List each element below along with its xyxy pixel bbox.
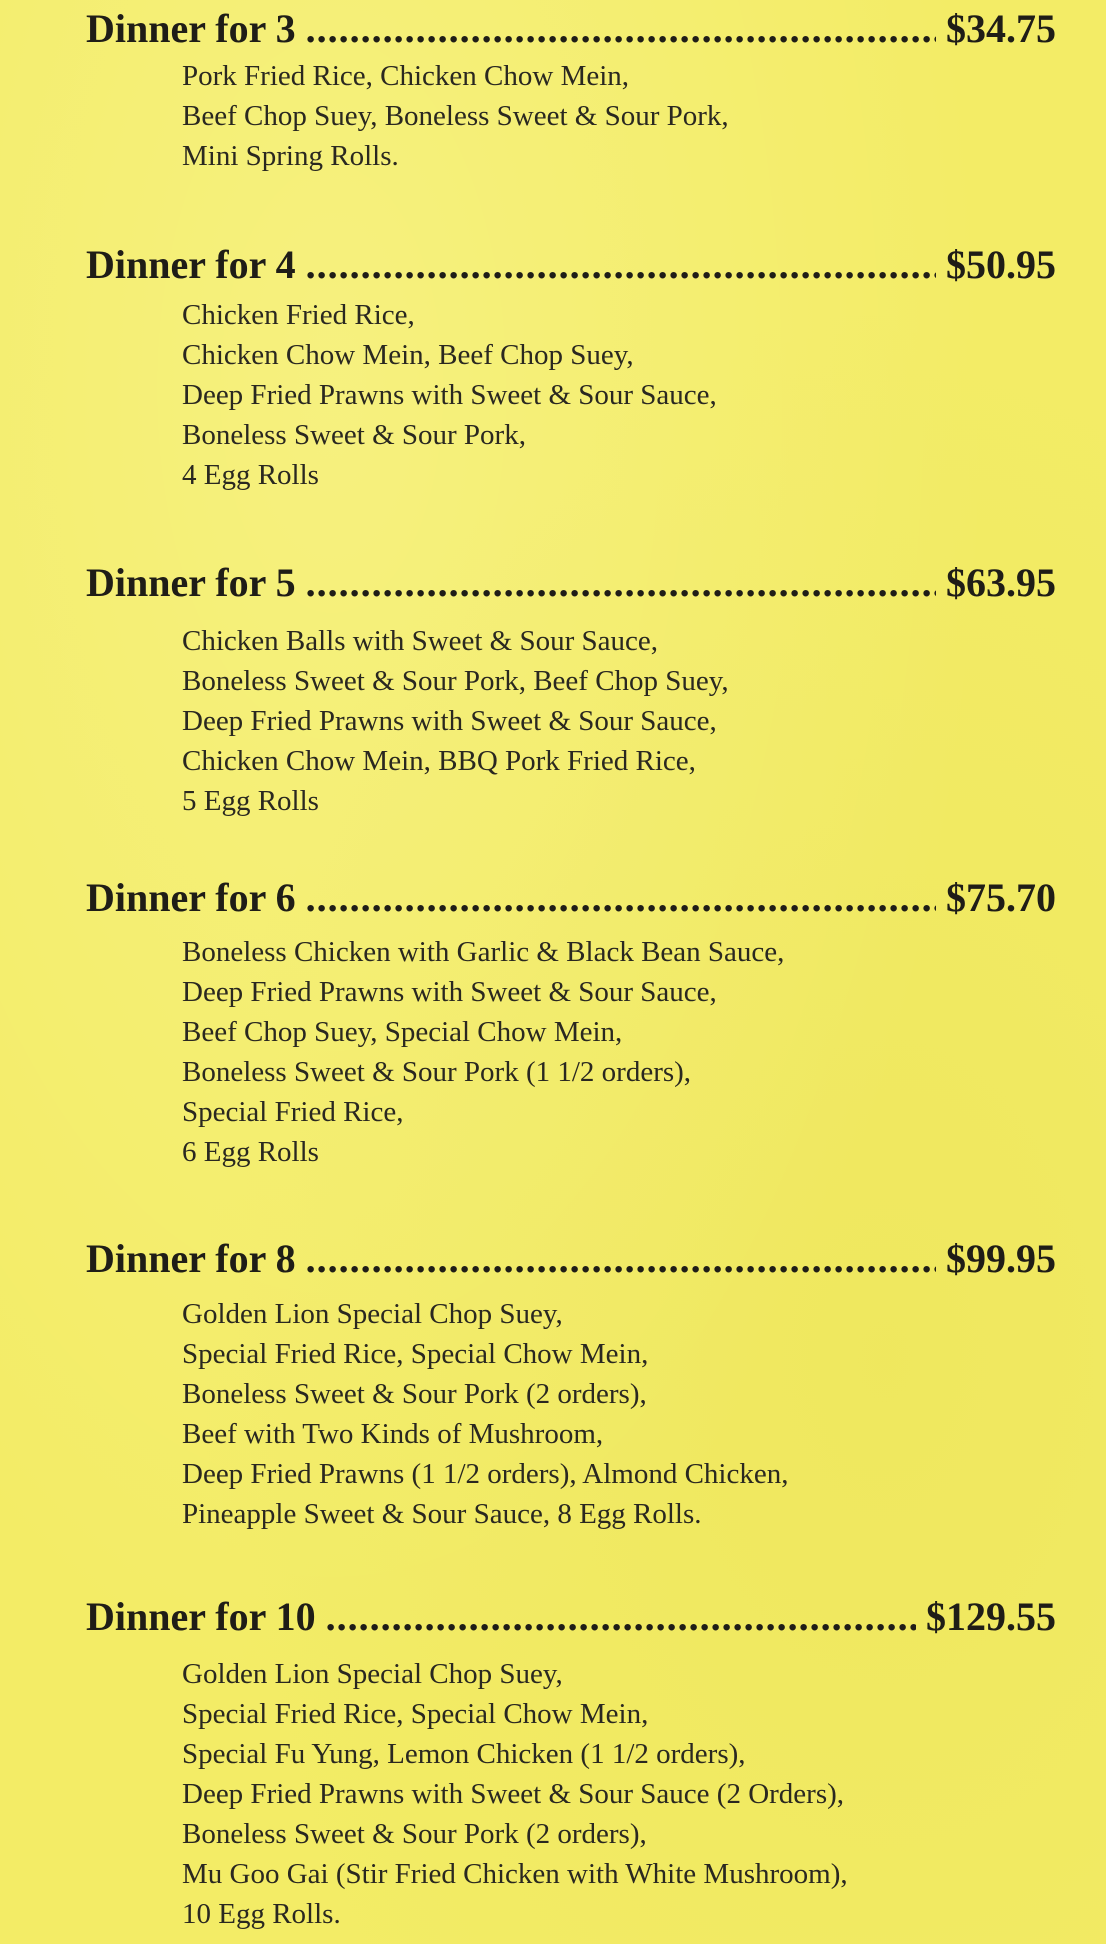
item-line: Special Fu Yung, Lemon Chicken (1 1/2 orders), bbox=[182, 1738, 746, 1770]
item-line: Boneless Sweet & Sour Pork, Beef Chop Suey, bbox=[182, 665, 729, 697]
item-line: Chicken Fried Rice, bbox=[182, 299, 415, 331]
item-line: Deep Fried Prawns with Sweet & Sour Sauce, bbox=[182, 705, 717, 737]
item-line: Golden Lion Special Chop Suey, bbox=[182, 1298, 563, 1330]
section-price: $50.95 bbox=[946, 242, 1056, 287]
section-price: $75.70 bbox=[946, 875, 1056, 920]
item-line: Special Fried Rice, Special Chow Mein, bbox=[182, 1338, 649, 1370]
section-items bbox=[182, 1654, 1082, 1934]
section-heading bbox=[86, 1232, 1056, 1286]
item-line: Beef with Two Kinds of Mushroom, bbox=[182, 1418, 604, 1450]
dot-leader bbox=[306, 238, 936, 292]
item-line: Boneless Sweet & Sour Pork (2 orders), bbox=[182, 1378, 647, 1410]
item-line: 4 Egg Rolls bbox=[182, 459, 319, 491]
section-heading bbox=[86, 1590, 1056, 1644]
item-line: 10 Egg Rolls. bbox=[182, 1898, 341, 1930]
item-line: Mu Goo Gai (Stir Fried Chicken with White Mushroom), bbox=[182, 1858, 848, 1890]
item-line: Boneless Chicken with Garlic & Black Bean Sauce, bbox=[182, 936, 785, 968]
item-line: Chicken Chow Mein, Beef Chop Suey, bbox=[182, 339, 634, 371]
item-line: Special Fried Rice, bbox=[182, 1096, 404, 1128]
item-line: Beef Chop Suey, Boneless Sweet & Sour Pork, bbox=[182, 100, 729, 132]
item-line: Boneless Sweet & Sour Pork (1 1/2 orders), bbox=[182, 1056, 692, 1088]
item-line: Beef Chop Suey, Special Chow Mein, bbox=[182, 1016, 623, 1048]
section-title: Dinner for 6 bbox=[86, 875, 296, 920]
section-heading bbox=[86, 238, 1056, 292]
section-heading bbox=[86, 871, 1056, 925]
item-line: Pork Fried Rice, Chicken Chow Mein, bbox=[182, 60, 630, 92]
section-title: Dinner for 10 bbox=[86, 1594, 316, 1639]
section-items bbox=[182, 295, 1082, 495]
item-line: Chicken Chow Mein, BBQ Pork Fried Rice, bbox=[182, 745, 696, 777]
item-line: Deep Fried Prawns (1 1/2 orders), Almond Chicken, bbox=[182, 1458, 789, 1490]
section-price: $99.95 bbox=[946, 1236, 1056, 1281]
item-line: Mini Spring Rolls. bbox=[182, 140, 399, 172]
section-title: Dinner for 4 bbox=[86, 242, 296, 287]
item-line: Chicken Balls with Sweet & Sour Sauce, bbox=[182, 625, 659, 657]
item-line: 6 Egg Rolls bbox=[182, 1136, 319, 1168]
section-heading bbox=[86, 2, 1056, 56]
dot-leader bbox=[306, 871, 936, 925]
item-line: Deep Fried Prawns with Sweet & Sour Sauce (2 Orders), bbox=[182, 1778, 845, 1810]
section-items bbox=[182, 621, 1082, 821]
section-price: $34.75 bbox=[946, 6, 1056, 51]
section-items bbox=[182, 56, 1082, 176]
item-line: 5 Egg Rolls bbox=[182, 785, 319, 817]
section-price: $63.95 bbox=[946, 560, 1056, 605]
section-title: Dinner for 3 bbox=[86, 6, 296, 51]
dot-leader bbox=[326, 1590, 916, 1644]
section-price: $129.55 bbox=[926, 1594, 1056, 1639]
section-items bbox=[182, 932, 1082, 1172]
item-line: Boneless Sweet & Sour Pork (2 orders), bbox=[182, 1818, 647, 1850]
dot-leader bbox=[306, 556, 936, 610]
section-items bbox=[182, 1294, 1082, 1534]
item-line: Deep Fried Prawns with Sweet & Sour Sauce, bbox=[182, 976, 717, 1008]
section-heading bbox=[86, 556, 1056, 610]
section-title: Dinner for 5 bbox=[86, 560, 296, 605]
item-line: Pineapple Sweet & Sour Sauce, 8 Egg Rolls. bbox=[182, 1498, 702, 1530]
item-line: Deep Fried Prawns with Sweet & Sour Sauce, bbox=[182, 379, 717, 411]
item-line: Golden Lion Special Chop Suey, bbox=[182, 1658, 563, 1690]
dot-leader bbox=[306, 2, 936, 56]
item-line: Special Fried Rice, Special Chow Mein, bbox=[182, 1698, 649, 1730]
dot-leader bbox=[306, 1232, 936, 1286]
section-title: Dinner for 8 bbox=[86, 1236, 296, 1281]
item-line: Boneless Sweet & Sour Pork, bbox=[182, 419, 526, 451]
